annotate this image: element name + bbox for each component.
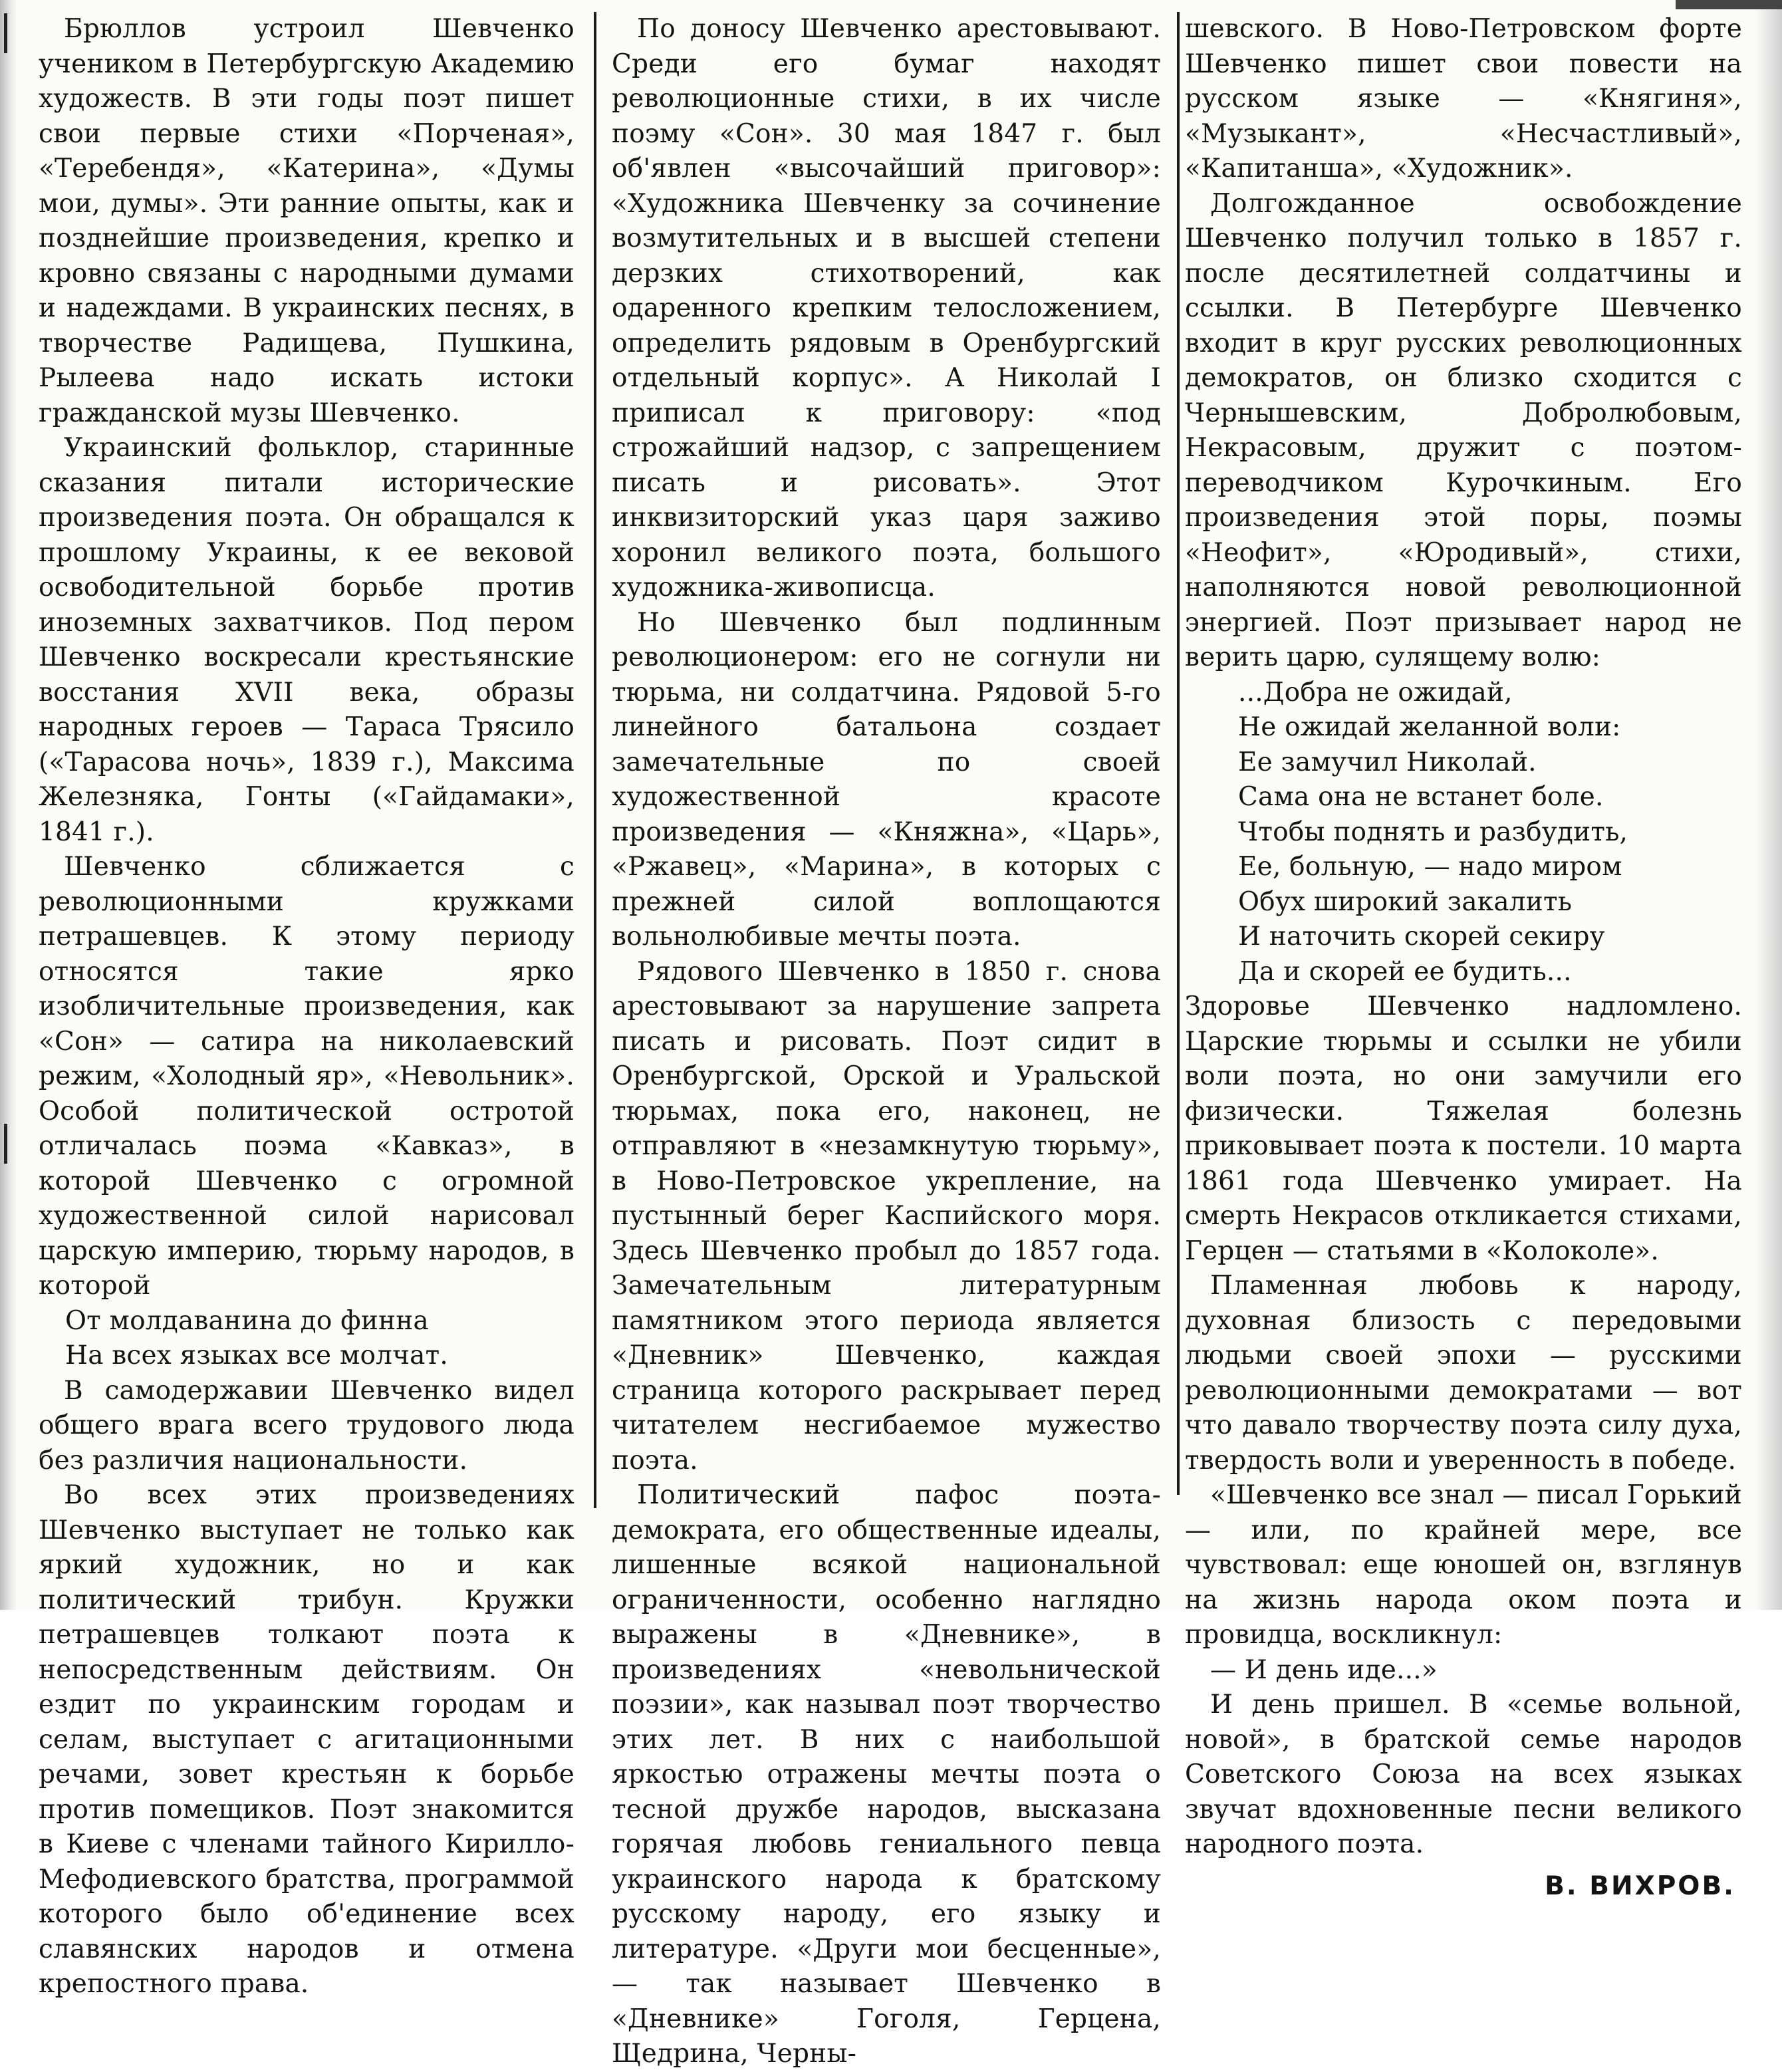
left-margin-mark <box>4 1124 7 1164</box>
verse-quote <box>39 1304 574 1374</box>
verse-line: На всех языках все молчат. <box>65 1341 448 1370</box>
poem-line: Да и скорей ее будить... <box>1238 956 1572 987</box>
paragraph: Во всех этих произведениях Шевченко выступает не только как яркий художник, но и как политический трибун. Кружки петрашевцев толкают поэта к непосредственным действиям. Он ездит по украинским городам и селам, выступает с агитационными речами, зовет крестьян к борьбе против помещиков. Поэт знакомится в Киеве с членами тайного Кирилло-Мефодиевского братства, программой которого было об'единение всех славянских народов и отмена крепостного права. <box>39 1480 574 1999</box>
paragraph: В самодержавии Шевченко видел общего врага всего трудового люда без различия национальности. <box>39 1375 574 1476</box>
paragraph: шевского. В Ново-Петровском форте Шевченко пишет свои повести на русском языке — «Княгиня», «Музыкант», «Несчастливый», «Капитанша», «Художник». <box>1185 14 1742 184</box>
paragraph: Брюллов устроил Шевченко учеником в Петербургскую Академию художеств. В эти годы поэт пишет свои первые стихи «Порченая», «Теребендя», «Катерина», «Думы мои, думы». Эти ранние опыты, как и позднейшие произведения, крепко и кровно связаны с народными думами и надеждами. В украинских песнях, в творчестве Радищева, Пушкина, Рылеева надо искать истоки гражданской музы Шевченко. <box>39 14 574 428</box>
scan-right-edge <box>1755 0 1782 1610</box>
poem-line: ...Добра не ожидай, <box>1238 677 1513 708</box>
column-rule <box>1177 12 1180 1495</box>
paragraph: Украинский фольклор, старинные сказания питали исторические произведения поэта. Он обращался к прошлому Украины, к ее вековой освободительной борьбе против иноземных захватчиков. Под пером Шевченко воскресали крестьянские восстания XVII века, образы народных героев — Тараса Трясило («Тарасова ночь», 1839 г.), Максима Железняка, Гонты («Гайдамаки», 1841 г.). <box>39 433 574 847</box>
poem-line: Обух широкий закалить <box>1238 886 1573 917</box>
paragraph: По доносу Шевченко арестовывают. Среди его бумаг находят революционные стихи, в их числе поэму «Сон». 30 мая 1847 г. был об'явлен «высочайший приговор»: «Художника Шевченку за сочинение возмутительных и в высшей степени дерзких стихотворений, как одаренного крепким телосложением, определить рядовым в Оренбургский отдельный корпус». А Николай I приписал к приговору: «под строжайший надзор, с запрещением писать и рисовать». Этот инквизиторский указ царя заживо хоронил великого поэта, большого художника-живописца. <box>612 14 1161 602</box>
scan-top-corner <box>1676 0 1782 9</box>
column-2 <box>612 12 1161 2072</box>
column-3 <box>1185 12 1742 1904</box>
paragraph: Долгожданное освобождение Шевченко получил только в 1857 г. после десятилетней солдатчины и ссылки. В Петербурге Шевченко входит в круг русских революционных демократов, он близко сходится с Чернышевским, Добролюбовым, Некрасовым, дружит с поэтом-переводчиком Курочкиным. Его произведения этой поры, поэмы «Неофит», «Юродивый», стихи, наполняются новой революционной энергией. Поэт призывает народ не верить царю, сулящему волю: <box>1185 188 1742 672</box>
paragraph: Политический пафос поэта-демократа, его общественные идеалы, лишенные всякой национальной ограниченности, особенно наглядно выражены в «Дневнике», в произведениях «невольнической поэзии», как называл поэт творчество этих лет. В них с наибольшой яркостью отражены мечты поэта о тесной дружбе народов, высказана горячая любовь гениального певца украинского народа к братскому русскому народу, его языку и литературе. «Други мои бесценные», — так называет Шевченко в «Дневнике» Гоголя, Герцена, Щедрина, Черны- <box>612 1480 1161 2069</box>
column-1 <box>39 12 574 2002</box>
poem-line: Чтобы поднять и разбудить, <box>1238 817 1628 847</box>
poem-line: Не ожидай желанной воли: <box>1238 712 1621 742</box>
paragraph: И день пришел. В «семье вольной, новой», в братской семье народов Советского Союза на всех языках звучат вдохновенные песни великого народного поэта. <box>1185 1690 1742 1859</box>
paragraph: Здоровье Шевченко надломлено. Царские тюрьмы и ссылки не убили воли поэта, но они замучили его физически. Тяжелая болезнь приковывает поэта к постели. 10 марта 1861 года Шевченко умирает. На смерть Некрасов откликается стихами, Герцен — статьями в «Колоколе». <box>1185 991 1742 1266</box>
poem-line: Ее замучил Николай. <box>1238 747 1537 777</box>
paragraph: Шевченко сближается с революционными кружками петрашевцев. К этому периоду относятся такие ярко изобличительные произведения, как «Сон» — сатира на николаевский режим, «Холодный яр», «Невольник». Особой политической остротой отличалась поэма «Кавказ», в которой Шевченко с огромной художественной силой нарисовал царскую империю, тюрьму народов, в которой <box>39 852 574 1301</box>
paragraph: «Шевченко все знал — писал Горький — или, по крайней мере, все чувствовал: еще юношей он, взглянув на жизнь народа оком поэта и провидца, воскликнул: <box>1185 1480 1742 1650</box>
author-signature: В. ВИХРОВ. <box>1545 1871 1735 1901</box>
paragraph: Рядового Шевченко в 1850 г. снова арестовывают за нарушение запрета писать и рисовать. Поэт сидит в Оренбургской, Орской и Уральской тюрьмах, пока его, наконец, не отправляют в «незамкнутую тюрьму», в Ново-Петровское укрепление, на пустынный берег Каспийского моря. Здесь Шевченко пробыл до 1857 года. Замечательным литературным памятником этого периода является «Дневник» Шевченко, каждая страница которого раскрывает перед читателем несгибаемое мужество поэта. <box>612 956 1161 1476</box>
left-margin-mark <box>4 13 7 53</box>
poem-line: И наточить скорей секиру <box>1238 922 1605 952</box>
poem <box>1185 676 1742 990</box>
scan-left-edge <box>0 0 17 1610</box>
column-rule <box>594 12 596 1508</box>
verse-line: От молдаванина до финна <box>65 1305 429 1336</box>
poem-line: Сама она не встанет боле. <box>1238 782 1604 812</box>
poem-line: Ее, больную, — надо миром <box>1238 852 1622 882</box>
paragraph: Но Шевченко был подлинным революционером: его не согнули ни тюрьма, ни солдатчина. Рядовой 5-го линейного батальона создает замечательные по своей художественной красоте произведения — «Княжна», «Царь», «Ржавец», «Марина», в которых с прежней силой воплощаются вольнолюбивые мечты поэта. <box>612 607 1161 952</box>
paragraph: Пламенная любовь к народу, духовная близость с передовыми людьми своей эпохи — русскими революционными демократами — вот что давало творчеству поэта силу духа, твердость воли и уверенность в победе. <box>1185 1271 1742 1476</box>
quote-line: — И день иде...» <box>1210 1654 1438 1685</box>
